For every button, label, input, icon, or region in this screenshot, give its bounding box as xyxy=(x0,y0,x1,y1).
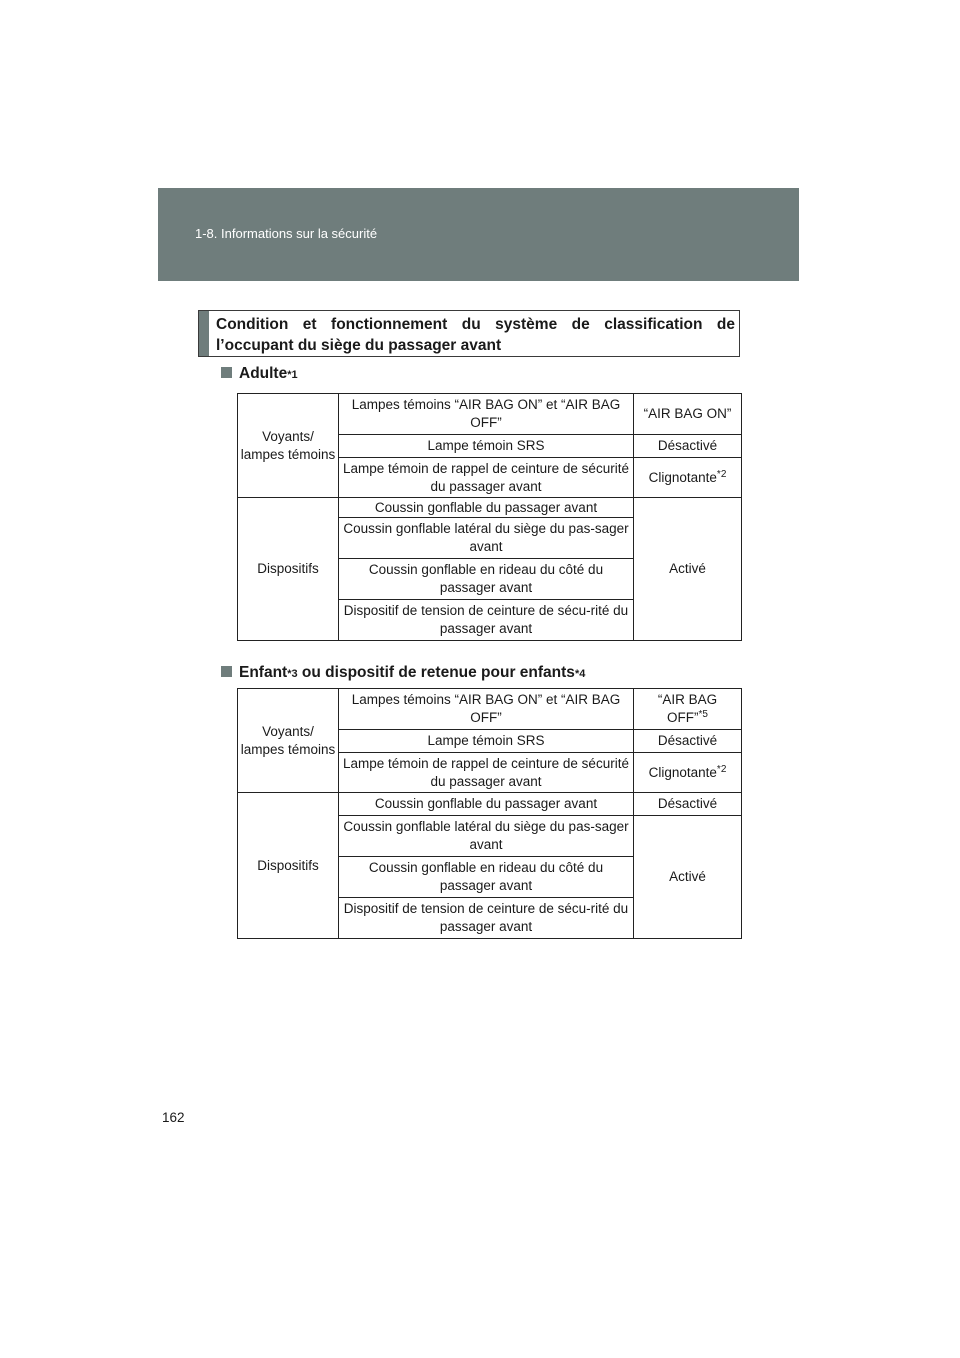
square-bullet-icon xyxy=(221,666,232,677)
adult-heading-text: Adulte xyxy=(239,365,288,382)
adult-table xyxy=(237,393,742,641)
devices-value: Activé xyxy=(634,816,742,939)
section-title: 1-8. Informations sur la sécurité xyxy=(195,226,378,241)
page-number: 162 xyxy=(162,1110,185,1125)
dev-tensioner: Dispositif de tension de ceinture de sécu-rité du passager avant xyxy=(339,600,634,641)
row-lamps-value: “AIR BAG ON” xyxy=(634,394,742,435)
section-header xyxy=(158,188,799,281)
row-srs: Lampe témoin SRS xyxy=(339,730,634,753)
footnote-ref: *5 xyxy=(698,709,708,720)
devices-label: Dispositifs xyxy=(238,793,339,939)
dev-curtain: Coussin gonflable en rideau du côté du passager avant xyxy=(339,559,634,600)
row-lamps: Lampes témoins “AIR BAG ON” et “AIR BAG OFF” xyxy=(339,394,634,435)
lights-label: Voyants/ lampes témoins xyxy=(238,394,339,498)
dev-curtain: Coussin gonflable en rideau du côté du passager avant xyxy=(339,857,634,898)
devices-label: Dispositifs xyxy=(238,498,339,641)
row-belt: Lampe témoin de rappel de ceinture de sécurité du passager avant xyxy=(339,753,634,793)
dev-tensioner: Dispositif de tension de ceinture de sécu-rité du passager avant xyxy=(339,898,634,939)
row-belt: Lampe témoin de rappel de ceinture de sécurité du passager avant xyxy=(339,458,634,498)
row-srs-value: Désactivé xyxy=(634,435,742,458)
lights-label: Voyants/ lampes témoins xyxy=(238,689,339,793)
adult-heading: Adulte *1 xyxy=(221,365,298,383)
footnote-ref: *2 xyxy=(716,763,727,775)
title-accent-bar xyxy=(199,311,209,356)
topic-title: Condition et fonctionnement du système de classification de l’occupant du siège du passager avant xyxy=(216,316,735,354)
dev-front-value: Désactivé xyxy=(634,793,742,816)
dev-front: Coussin gonflable du passager avant xyxy=(339,793,634,816)
dev-front: Coussin gonflable du passager avant xyxy=(339,498,634,518)
row-srs-value: Désactivé xyxy=(634,730,742,753)
row-belt-value: Clignotante$^{*2}$ xyxy=(634,458,742,498)
topic-title-box xyxy=(198,310,740,357)
row-lamps-value: “AIR BAG OFF”$^{*5}$ xyxy=(634,689,742,730)
row-srs: Lampe témoin SRS xyxy=(339,435,634,458)
dev-side: Coussin gonflable latéral du siège du pas-sager avant xyxy=(339,518,634,559)
row-belt-value: Clignotante$^{*2}$ xyxy=(634,753,742,793)
child-heading: Enfant *3 ou dispositif de retenue pour enfants *4 xyxy=(221,664,585,682)
row-lamps: Lampes témoins “AIR BAG ON” et “AIR BAG OFF” xyxy=(339,689,634,730)
footnote-ref: *2 xyxy=(716,468,727,480)
dev-side: Coussin gonflable latéral du siège du pas-sager avant xyxy=(339,816,634,857)
devices-value: Activé xyxy=(634,498,742,641)
square-bullet-icon xyxy=(221,367,232,378)
child-table xyxy=(237,688,742,939)
